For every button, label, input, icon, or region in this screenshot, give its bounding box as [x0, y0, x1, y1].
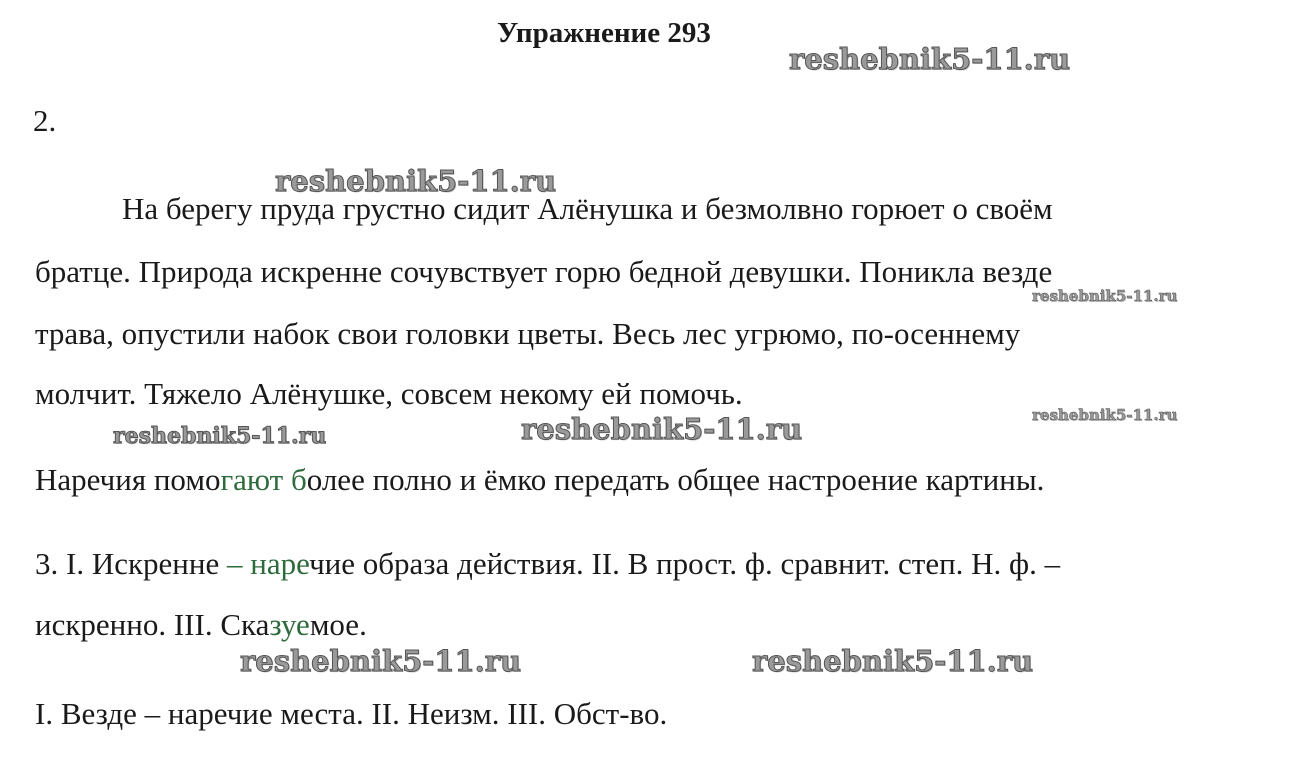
conclusion-text: Наречия помо	[35, 462, 221, 497]
conclusion-text: олее полно и ёмко передать общее настроение картины.	[306, 462, 1045, 497]
analysis-highlight: зуе	[269, 607, 310, 642]
watermark: reshebnik5-11.ru	[789, 42, 1071, 76]
watermark: reshebnik5-11.ru	[113, 423, 327, 449]
watermark: reshebnik5-11.ru	[240, 644, 522, 678]
analysis-line-2	[35, 609, 367, 640]
analysis-text: чие образа действия. II. В прост. ф. сравнит. степ. Н. ф. –	[309, 546, 1061, 581]
watermark: reshebnik5-11.ru	[1032, 287, 1178, 305]
paragraph-line-2: братце. Природа искренне сочувствует горю бедной девушки. Поникла везде	[35, 254, 1053, 289]
analysis-highlight: наре	[250, 546, 310, 581]
analysis-line-3: I. Везде – наречие места. II. Неизм. III. Обст-во.	[35, 696, 668, 731]
analysis-dash: –	[226, 546, 243, 581]
conclusion-line	[35, 464, 1044, 495]
watermark: reshebnik5-11.ru	[1032, 406, 1178, 424]
paragraph-line-1: На берегу пруда грустно сидит Алёнушка и безмолвно горюет о своём	[122, 191, 1053, 226]
conclusion-highlight: гают б	[220, 462, 307, 497]
page-title: Упражнение 293	[497, 17, 711, 49]
paragraph-line-3: трава, опустили набок свои головки цветы. Весь лес угрюмо, по-осеннему	[35, 316, 1021, 351]
watermark: reshebnik5-11.ru	[521, 412, 803, 446]
analysis-text: 3. I. Искренне	[35, 546, 227, 581]
section-2-number: 2.	[33, 103, 57, 138]
analysis-text: мое.	[309, 607, 367, 642]
watermark: reshebnik5-11.ru	[275, 164, 557, 198]
analysis-text: искренно. III. Ска	[35, 607, 270, 642]
paragraph-line-4: молчит. Тяжело Алёнушке, совсем некому ей помочь.	[35, 376, 743, 411]
watermark: reshebnik5-11.ru	[752, 644, 1034, 678]
analysis-line-1	[35, 548, 1060, 579]
